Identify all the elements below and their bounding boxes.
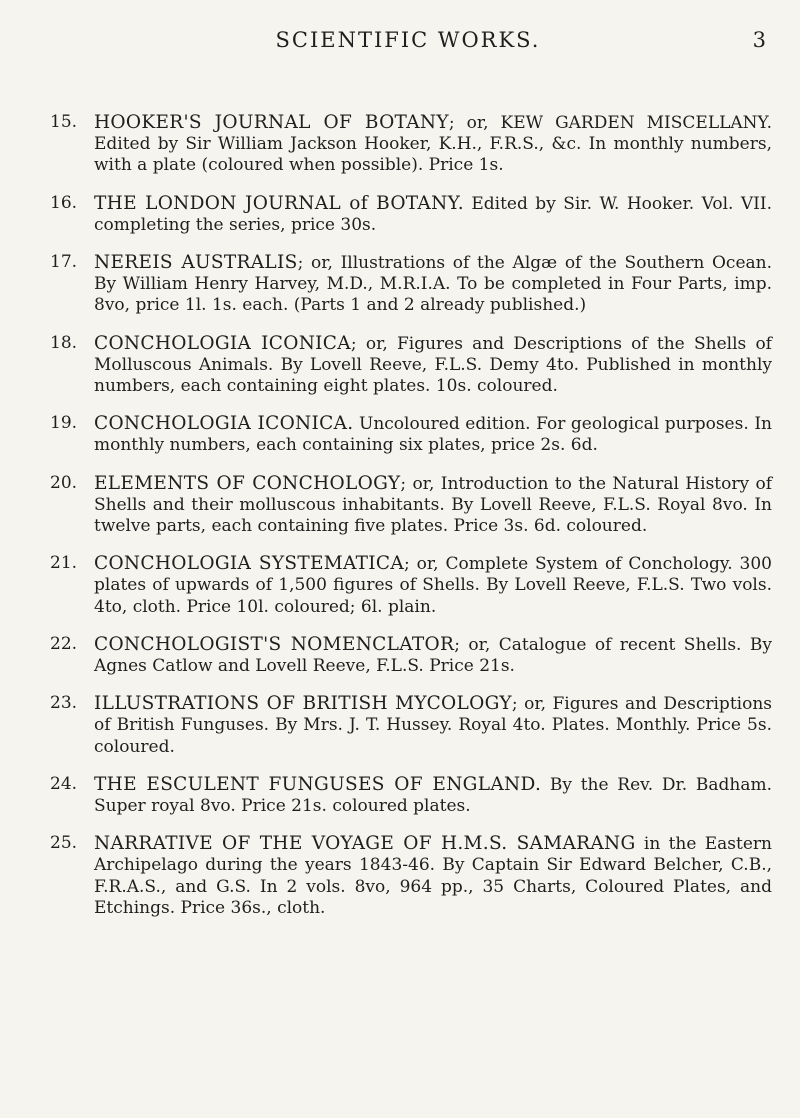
catalogue-entry	[50, 193, 772, 236]
entry-title: THE ESCULENT FUNGUSES OF ENGLAND.	[94, 773, 542, 795]
entry-description: Edited by Sir. W. Hooker. Vol. VII. completing the series, price 30s.	[94, 193, 772, 235]
entry-description: ; or, Illustrations of the Algæ of the Southern Ocean. By William Henry Harvey, M.D., M.R.I.A. To be completed in Four Parts, imp. 8vo, price 1l. 1s. each. (Parts 1 and 2 already published.)	[94, 253, 772, 316]
entry-title: NARRATIVE OF THE VOYAGE OF H.M.S. SAMARANG	[94, 833, 636, 855]
entry-description: By the Rev. Dr. Badham. Super royal 8vo. Price 21s. coloured plates.	[94, 774, 773, 817]
entry-description: ; or, Introduction to the Natural History of Shells and their molluscous inhabitants. By Lovell Reeve, F.L.S. Royal 8vo. In twelve parts, each containing five plates. Price 3s. 6d. coloured.	[94, 473, 772, 537]
entry-title: HOOKER'S JOURNAL OF BOTANY	[94, 112, 449, 133]
entry-number: 25.	[50, 833, 78, 854]
catalogue-entry	[50, 693, 772, 758]
entry-number: 24.	[50, 773, 78, 794]
entry-number: 20.	[50, 472, 78, 493]
entry-description: ; or, Figures and Descriptions of the Shells of Molluscous Animals. By Lovell Reeve, F.L.S. Demy 4to. Published in monthly numbers, each containing eight plates. 10s. coloured.	[94, 333, 772, 397]
page-number: 3	[752, 28, 766, 52]
catalogue-entry	[50, 473, 772, 538]
entry-description: ; or, Figures and Descriptions of British Funguses. By Mrs. J. T. Hussey. Royal 4to. Plates. Monthly. Price 5s. coloured.	[94, 694, 772, 757]
entry-title: NEREIS AUSTRALIS	[94, 252, 298, 274]
entry-number: 22.	[50, 633, 78, 654]
entry-description: ; or, KEW GARDEN MISCELLANY. Edited by Sir William Jackson Hooker, K.H., F.R.S., &c. In monthly numbers, with a plate (coloured when possible). Price 1s.	[94, 113, 772, 176]
catalogue-entry	[50, 634, 772, 677]
catalogue-entry	[50, 833, 772, 919]
catalogue-entry	[50, 333, 772, 398]
entry-number: 16.	[50, 192, 78, 213]
catalogue-entry	[50, 252, 772, 317]
entry-description: Uncoloured edition. For geological purposes. In monthly numbers, each containing six plates, price 2s. 6d.	[94, 414, 772, 456]
entry-title: CONCHOLOGIST'S NOMENCLATOR	[94, 633, 455, 655]
entry-title: ELEMENTS OF CONCHOLOGY	[94, 472, 401, 494]
catalogue-entry	[50, 774, 772, 817]
catalogue-list	[50, 112, 772, 935]
entry-number: 19.	[50, 413, 78, 434]
entry-description: ; or, Catalogue of recent Shells. By Agnes Catlow and Lovell Reeve, F.L.S. Price 21s.	[94, 634, 772, 677]
running-title: SCIENTIFIC WORKS.	[275, 28, 541, 52]
catalogue-entry	[50, 413, 772, 456]
catalogue-entry	[50, 112, 772, 177]
entry-description: in the Eastern Archipelago during the years 1843-46. By Captain Sir Edward Belcher, C.B., F.R.A.S., and G.S. In 2 vols. 8vo, 964 pp., 35 Charts, Coloured Plates, and Etchings. Price 36s., cloth.	[94, 834, 772, 918]
entry-title: CONCHOLOGIA ICONICA.	[94, 413, 354, 435]
entry-description: ; or, Complete System of Conchology. 300 plates of upwards of 1,500 figures of Shells. By Lovell Reeve, F.L.S. Two vols. 4to, cloth. Price 10l. coloured; 6l. plain.	[94, 554, 772, 617]
entry-number: 17.	[50, 252, 78, 273]
entry-number: 18.	[50, 332, 78, 353]
entry-title: ILLUSTRATIONS OF BRITISH MYCOLOGY	[94, 693, 512, 715]
entry-number: 15.	[50, 112, 78, 132]
page-header	[50, 28, 766, 56]
entry-title: CONCHOLOGIA ICONICA	[94, 332, 351, 354]
catalogue-entry	[50, 553, 772, 618]
entry-title: CONCHOLOGIA SYSTEMATICA	[94, 553, 405, 575]
entry-title: THE LONDON JOURNAL of BOTANY.	[94, 192, 464, 214]
entry-number: 23.	[50, 693, 78, 714]
entry-number: 21.	[50, 553, 78, 574]
